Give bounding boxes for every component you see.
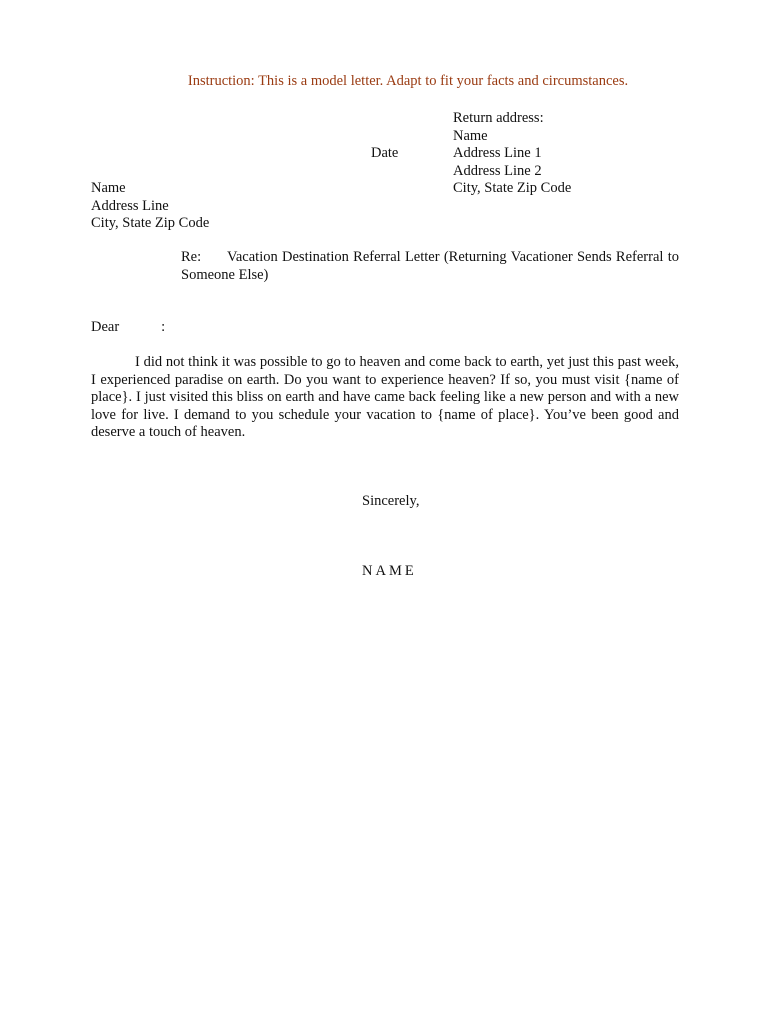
closing: Sincerely, <box>362 493 420 509</box>
recipient-name: Name <box>91 180 126 196</box>
recipient-city-state-zip: City, State Zip Code <box>91 215 210 231</box>
date-field: Date <box>371 145 399 161</box>
body-paragraph: I did not think it was possible to go to heaven and come back to earth, yet just this past week, I experienced paradise on earth. Do you want to experience heaven? If so, you must visit {name of place}. I just visited this bliss on earth and have came back feeling like a new person and with a new love for live. I demand to you schedule your vacation to {name of place}. You’ve been good and deserve a touch of heaven. <box>91 354 679 440</box>
return-address-label: Return address: <box>453 110 544 126</box>
recipient-address-block <box>91 180 209 233</box>
subject-label: Re: <box>181 249 202 265</box>
subject-text: Vacation Destination Referral Letter (Returning Vacationer Sends Referral to Someone Else) <box>181 249 679 283</box>
salutation-word: Dear <box>91 319 120 335</box>
signature-name: NAME <box>362 563 417 579</box>
return-address-name: Name <box>453 127 488 144</box>
salutation-colon: : <box>161 319 166 335</box>
subject-line <box>181 249 679 284</box>
salutation <box>91 319 165 337</box>
return-address-line2: Address Line 2 <box>453 162 542 179</box>
instruction-note: Instruction: This is a model letter. Adapt to fit your facts and circumstances. <box>187 73 629 89</box>
return-address-block <box>453 110 571 198</box>
recipient-address-line: Address Line <box>91 197 169 214</box>
return-address-line1: Address Line 1 <box>453 145 542 161</box>
return-address-city-state-zip: City, State Zip Code <box>453 180 572 196</box>
